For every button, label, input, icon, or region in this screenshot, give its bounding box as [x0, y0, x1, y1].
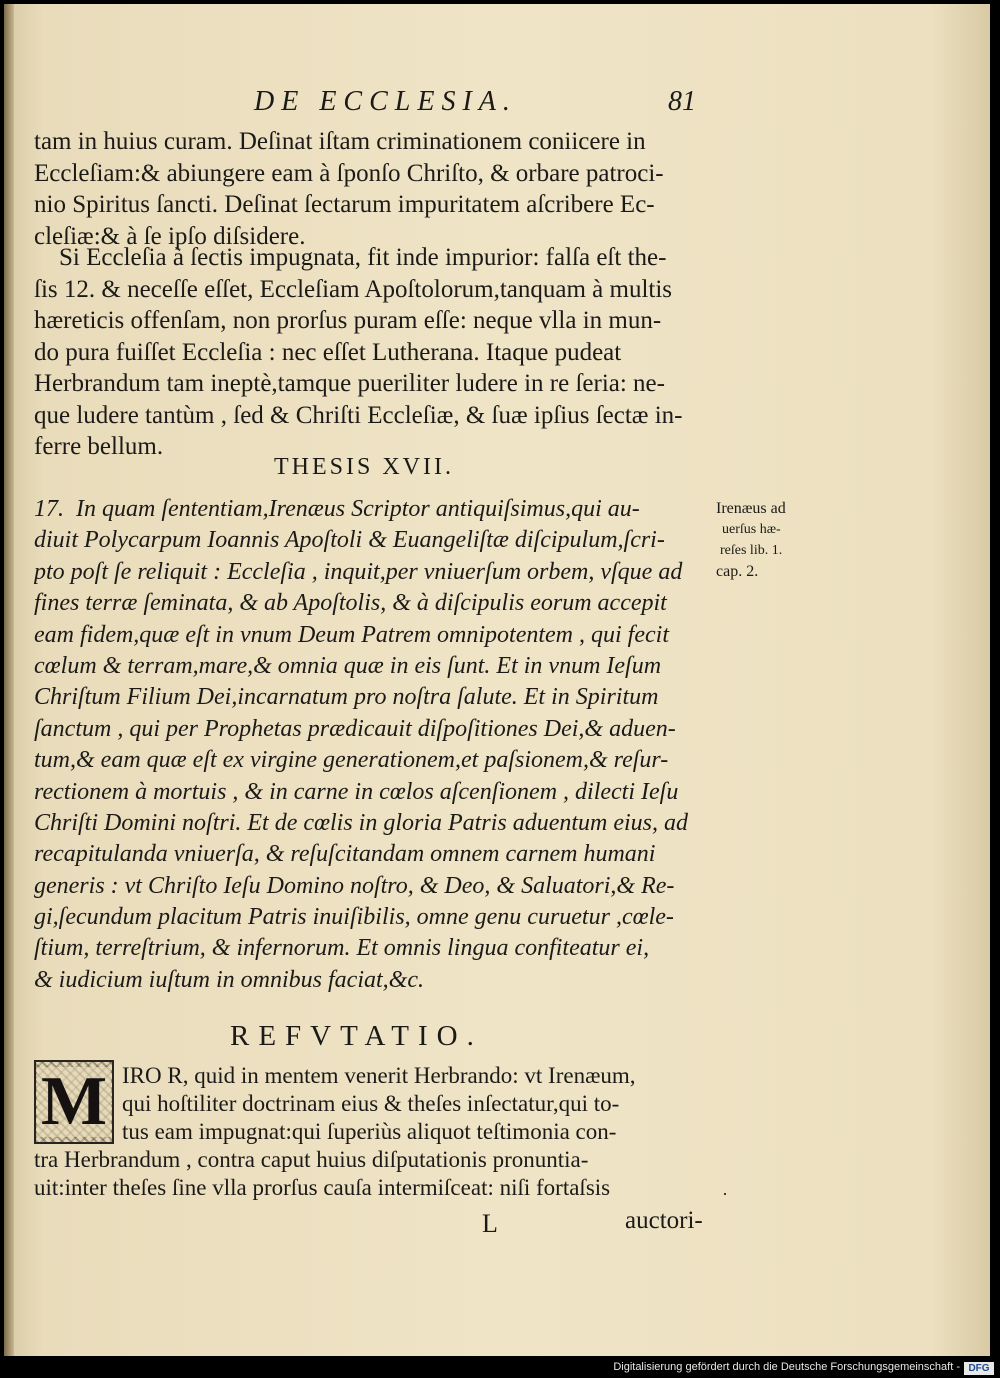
page-gutter — [4, 4, 14, 1356]
text-line: tam in huius curam. Deſinat iſtam criminationem coniicere in — [34, 128, 646, 155]
paragraph-1 — [34, 126, 724, 252]
margin-note — [716, 498, 816, 582]
text-line: qui hoſtiliter doctrinam eius & theſes inſectatur,qui to- — [122, 1091, 620, 1116]
text-line: & iudicium iuſtum in omnibus faciat,&c. — [34, 966, 424, 993]
margin-note-line: uerſus hæ- — [722, 522, 781, 537]
text-line: fines terræ ſeminata, & ab Apoſtolis, & à diſcipulis eorum accepit — [34, 590, 667, 617]
credit-text: Digitalisierung gefördert durch die Deutsche Forschungsgemeinschaft - — [613, 1361, 960, 1373]
running-head-title: DE ECCLESIA. — [254, 86, 517, 117]
credit-bar — [0, 1360, 1000, 1378]
margin-dot: · — [722, 1184, 728, 1204]
text-line: Eccleſiam:& abiungere eam à ſponſo Chriſto, & orbare patroci- — [34, 159, 664, 187]
text-line: hæreticis offenſam, non prorſus puram eſſe: neque vlla in mun- — [34, 307, 662, 334]
signature-mark: L — [482, 1209, 498, 1238]
thesis-text — [34, 494, 724, 996]
text-line: Chriſti Domini noſtri. Et de cœlis in gloria Patris aduentum eius, ad — [34, 809, 689, 836]
text-line: do pura fuiſſet Eccleſia : nec eſſet Lutherana. Itaque pudeat — [34, 338, 622, 366]
running-head — [4, 86, 990, 126]
paragraph-2 — [34, 242, 724, 463]
thesis-heading: THESIS XVII. — [274, 454, 454, 480]
page-number: 81 — [668, 86, 696, 117]
catchword: auctori- — [625, 1207, 703, 1234]
text-line: gi,ſecundum placitum Patris inuiſibilis, omne genu curuetur ,cœle- — [34, 904, 674, 931]
text-line: IRO R, quid in mentem venerit Herbrando: vt Irenæum, — [122, 1063, 636, 1088]
text-line: ferre bellum. — [34, 433, 164, 460]
text-line: diuit Polycarpum Ioannis Apoſtoli & Euangeliſtæ diſcipulum,ſcri- — [34, 527, 665, 554]
text-line: pto poſt ſe reliquit : Eccleſia , inquit,per vniuerſum orbem, vſque ad — [34, 558, 683, 585]
text-line: eam fidem,quæ eſt in vnum Deum Patrem omnipotentem , qui fecit — [34, 621, 669, 648]
text-line: Herbrandum tam ineptè,tamque pueriliter ludere in re ſeria: ne- — [34, 370, 665, 397]
text-line: tra Herbrandum , contra caput huius diſputationis pronuntia- — [34, 1147, 589, 1172]
text-line: ſtium, terreſtrium, & infernorum. Et omnis lingua confiteatur ei, — [34, 935, 650, 962]
text-line: que ludere tantùm , ſed & Chriſti Eccleſiæ, & ſuæ ipſius ſectæ in- — [34, 401, 683, 429]
text-line: ſanctum , qui per Prophetas prædicauit diſpoſitiones Dei,& aduen- — [34, 715, 676, 742]
text-line: recapitulanda vniuerſa, & reſuſcitandam omnem carnem humani — [34, 841, 656, 868]
margin-note-line: Irenæus ad — [716, 500, 786, 517]
book-page — [4, 4, 990, 1356]
text-line: Chriſtum Filium Dei,incarnatum pro noſtra ſalute. Et in Spiritum — [34, 684, 659, 711]
text-line: 17. In quam ſententiam,Irenæus Scriptor antiquiſsimus,qui au- — [34, 496, 640, 522]
refutatio-text — [34, 1062, 724, 1202]
dfg-logo: DFG — [964, 1362, 994, 1375]
text-line: tum,& eam quæ eſt ex virgine generationem,et paſsionem,& reſur- — [34, 747, 669, 774]
text-line: cleſiæ:& à ſe ipſo diſsidere. — [34, 222, 306, 250]
text-line: nio Spiritus ſancti. Deſinat ſectarum impuritatem aſcribere Ec- — [34, 191, 655, 218]
text-line: ſis 12. & neceſſe eſſet, Eccleſiam Apoſtolorum,tanquam à multis — [34, 275, 673, 303]
text-line: rectionem à mortuis , & in carne in cœlos aſcenſionem , dilecti Ieſu — [34, 778, 679, 805]
text-line: uit:inter theſes ſine vlla prorſus cauſa intermiſceat: niſi fortaſsis — [34, 1175, 611, 1200]
text-line: cœlum & terram,mare,& omnia quæ in eis ſunt. Et in vnum Ieſum — [34, 652, 662, 679]
refutatio-heading: REFVTATIO. — [230, 1020, 483, 1052]
text-line: Si Eccleſia à ſectis impugnata, fit inde impurior: falſa eſt the- — [34, 244, 667, 271]
margin-note-line: cap. 2. — [716, 563, 759, 580]
text-line: generis : vt Chriſto Ieſu Domino noſtro, & Deo, & Saluatori,& Re- — [34, 872, 675, 899]
margin-note-line: reſes lib. 1. — [720, 543, 783, 558]
initial-letter: M — [37, 1067, 111, 1137]
text-line: tus eam impugnat:qui ſuperiùs aliquot teſtimonia con- — [122, 1119, 617, 1144]
